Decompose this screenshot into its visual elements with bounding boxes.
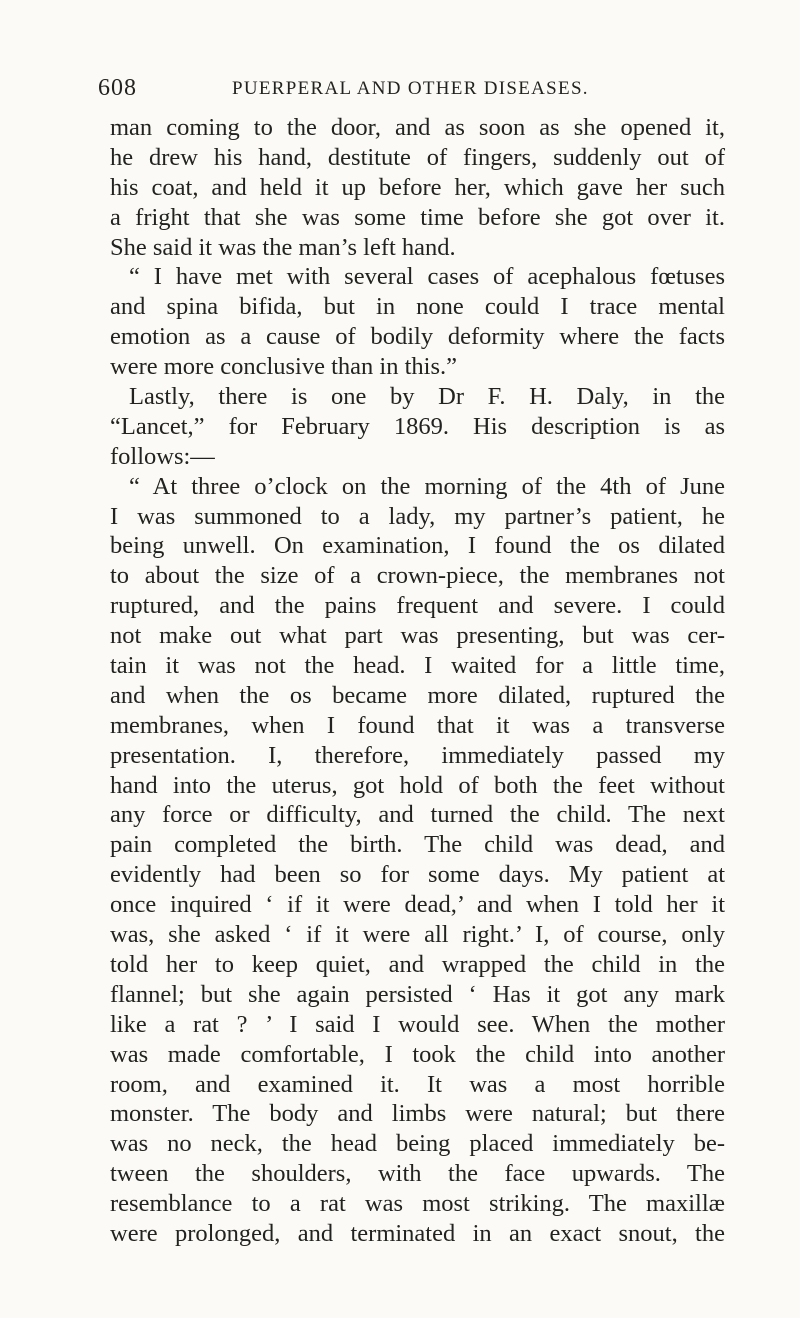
text-line: Lastly, there is one by Dr F. H. Daly, in the (129, 383, 725, 411)
text-line: room, and examined it. It was a most horrible (110, 1070, 725, 1098)
text-line: I was summoned to a lady, my partner’s patient, he (110, 502, 725, 530)
text-line: flannel; but she again persisted ‘ Has it got any mark (110, 980, 725, 1008)
text-line: once inquired ‘ if it were dead,’ and when I told her it (110, 891, 725, 919)
text-line: resemblance to a rat was most striking. The maxillæ (110, 1190, 725, 1218)
body-text (110, 113, 725, 1249)
text-line: “ At three o’clock on the morning of the 4th of June (129, 472, 725, 500)
text-line: “ I have met with several cases of acephalous fœtuses (129, 263, 725, 291)
text-line: was no neck, the head being placed immediately be- (110, 1130, 725, 1158)
text-line: he drew his hand, destitute of fingers, suddenly out of (110, 143, 725, 171)
text-line: and spina bifida, but in none could I trace mental (110, 293, 725, 321)
text-line: follows:— (110, 442, 215, 470)
running-title: PUERPERAL AND OTHER DISEASES. (232, 78, 589, 99)
text-line: not make out what part was presenting, but was cer- (110, 622, 725, 650)
text-line: were prolonged, and terminated in an exact snout, the (110, 1219, 725, 1247)
text-line: hand into the uterus, got hold of both the feet without (110, 771, 725, 799)
text-line: monster. The body and limbs were natural; but there (110, 1100, 725, 1128)
text-line: was made comfortable, I took the child into another (110, 1040, 725, 1068)
text-line: ruptured, and the pains frequent and severe. I could (110, 592, 725, 620)
text-line: evidently had been so for some days. My patient at (110, 861, 725, 889)
text-line: were more conclusive than in this.” (110, 353, 457, 381)
text-line: told her to keep quiet, and wrapped the child in the (110, 950, 725, 978)
text-line: like a rat ? ’ I said I would see. When the mother (110, 1010, 725, 1038)
text-line: tain it was not the head. I waited for a little time, (110, 652, 725, 680)
page-header (98, 75, 718, 107)
text-line: and when the os became more dilated, ruptured the (110, 681, 725, 709)
text-line: to about the size of a crown-piece, the membranes not (110, 562, 725, 590)
text-line: a fright that she was some time before she got over it. (110, 203, 725, 231)
text-line: membranes, when I found that it was a transverse (110, 711, 725, 739)
text-line: pain completed the birth. The child was dead, and (110, 831, 725, 859)
text-line: emotion as a cause of bodily deformity where the facts (110, 323, 725, 351)
text-line: being unwell. On examination, I found the os dilated (110, 532, 725, 560)
page-number: 608 (98, 75, 137, 101)
text-line: his coat, and held it up before her, which gave her such (110, 173, 725, 201)
text-line: “Lancet,” for February 1869. His description is as (110, 412, 725, 440)
text-line: presentation. I, therefore, immediately passed my (110, 741, 725, 769)
text-line: tween the shoulders, with the face upwards. The (110, 1160, 725, 1188)
text-line: was, she asked ‘ if it were all right.’ I, of course, only (110, 921, 725, 949)
text-line: any force or difficulty, and turned the child. The next (110, 801, 725, 829)
text-line: She said it was the man’s left hand. (110, 233, 456, 261)
text-line: man coming to the door, and as soon as she opened it, (110, 114, 725, 141)
